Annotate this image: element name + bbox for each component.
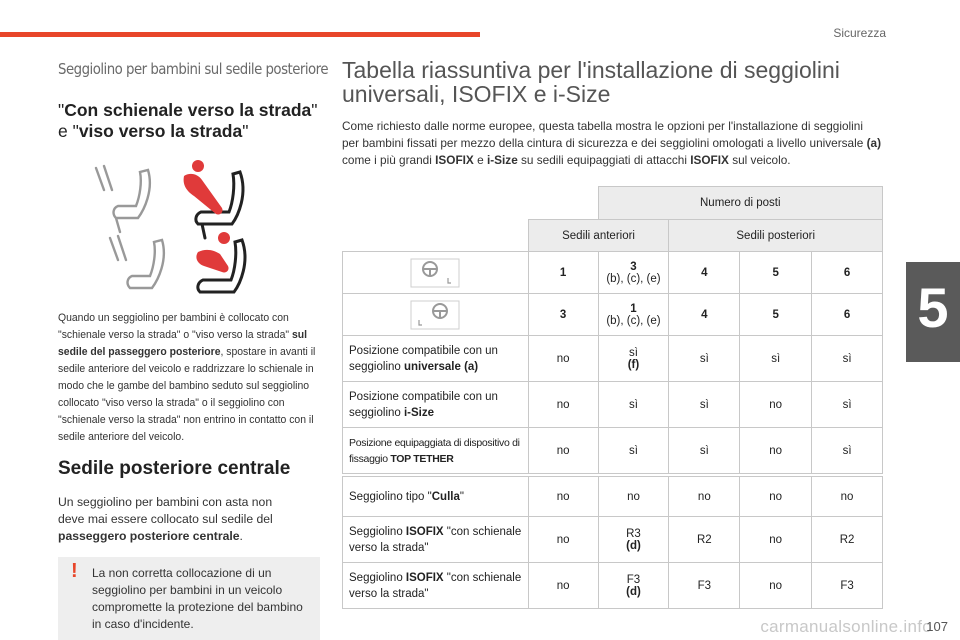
left-hand-drive-icon: [410, 258, 460, 288]
table-row: Posizione compatibile con un seggiolino universale (a) no sì (f) sì sì sì: [343, 336, 883, 382]
table-row: Seggiolino ISOFIX "con schienale verso la strada" no R3 (d) R2 no R2: [343, 517, 883, 563]
rear-seats-header: Sedili posteriori: [669, 220, 883, 252]
rear-facing-seat-icon: [58, 156, 320, 298]
left-hand-drive-cell: [343, 252, 529, 294]
seats-header: Numero di posti: [598, 187, 882, 220]
table-row: 1 3 (b), (c), (e) 4 5 6: [343, 252, 883, 294]
section-name: Sicurezza: [833, 26, 886, 40]
installation-table: [342, 186, 883, 474]
intro-paragraph: Come richiesto dalle norme europee, questa tabella mostra le opzioni per l'installazione di seggiolini per bambini fissati per mezzo della cintura di sicurezza e dei seggiolini omologati a livello universale (a) come i più grandi ISOFIX e i-Size su sedili equipaggiati di attacchi ISOFIX sul veicolo.: [342, 119, 881, 167]
center-seat-text: Un seggiolino per bambini con asta non deve mai essere collocato sul sedile del passeggero posteriore centrale.: [58, 495, 273, 543]
page-number: 107: [926, 619, 948, 634]
right-hand-drive-icon: [410, 300, 460, 330]
front-seat-adjustment-note: Quando un seggiolino per bambini è collocato con "schienale verso la strada" o "viso verso la strada" sul sedile del passeggero posteriore, spostare in avanti il sedile anteriore del veicolo e raddrizzare lo schienale in modo che le gambe del bambino seduto sul seggiolino collocato "viso verso la strada" o il seggiolino con "schienale verso la strada" non entrino in contatto con il sedile anteriore del veicolo.: [58, 312, 316, 443]
installation-table-part-2: [342, 476, 883, 609]
seat-orientation-title: "Con schienale verso la strada" e "viso verso la strada": [58, 100, 318, 141]
warning-icon: !: [71, 560, 78, 582]
header-accent-bar: [0, 32, 480, 37]
warning-text: La non corretta collocazione di un seggiolino per bambini in un veicolo compromette la protezione del bambino in caso d'incidente.: [92, 566, 303, 631]
table-row: Seggiolino tipo "Culla" no no no no no: [343, 477, 883, 517]
section-subheading: Seggiolino per bambini sul sedile posteriore: [58, 60, 329, 78]
table-row: 3 1 (b), (c), (e) 4 5 6: [343, 294, 883, 336]
watermark: carmanualsonline.info: [760, 617, 932, 636]
front-seats-header: Sedili anteriori: [528, 220, 669, 252]
chapter-number: 5: [917, 276, 949, 339]
left-column: [58, 60, 329, 640]
page-title: Tabella riassuntiva per l'installazione di seggiolini universali, ISOFIX e i-Size: [342, 57, 840, 107]
table-row: Posizione compatibile con un seggiolino i-Size no sì sì no sì: [343, 382, 883, 428]
chapter-tab: [906, 262, 960, 362]
table-row: Posizione equipaggiata di dispositivo di fissaggio TOP TETHER no sì sì no sì: [343, 428, 883, 474]
warning-box: [58, 557, 320, 640]
table-row: Seggiolino ISOFIX "con schienale verso la strada" no F3 (d) F3 no F3: [343, 563, 883, 609]
child-seat-illustration: [58, 156, 320, 298]
center-seat-heading: Sedile posteriore centrale: [58, 458, 291, 479]
right-hand-drive-cell: [343, 294, 529, 336]
right-column: [342, 58, 887, 169]
